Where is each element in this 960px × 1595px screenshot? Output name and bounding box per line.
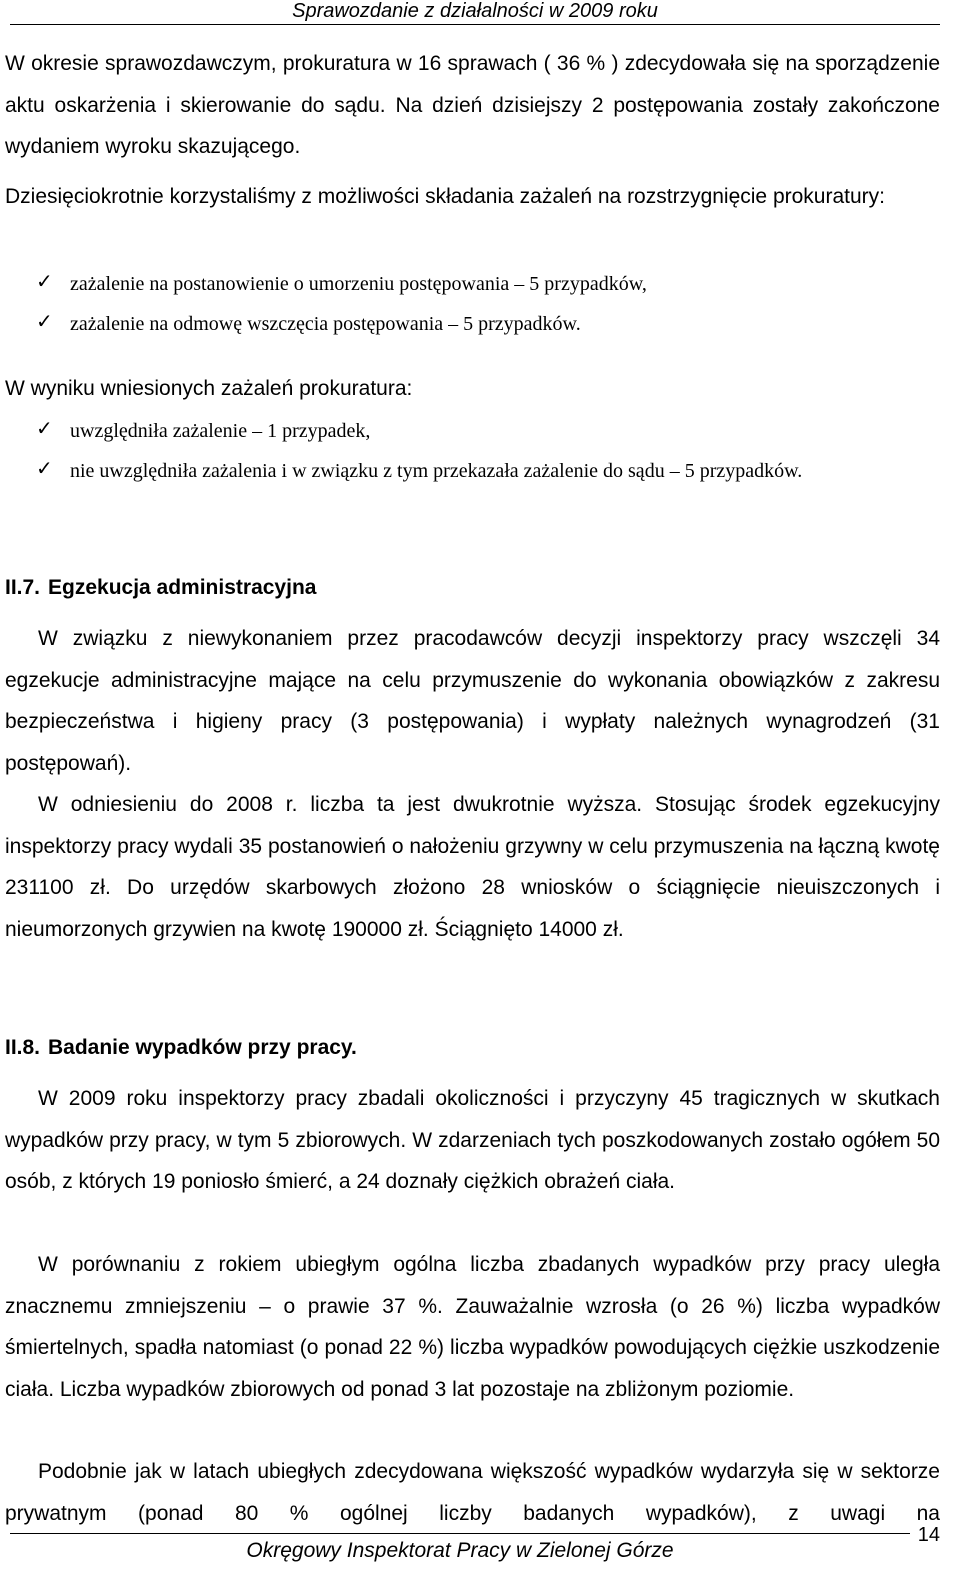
paragraph-complaints-result-intro: W wyniku wniesionych zażaleń prokuratura:: [5, 377, 413, 400]
check-mark-icon: ✓: [36, 418, 53, 440]
check-mark-icon: ✓: [36, 458, 53, 480]
header-title: Sprawozdanie z działalności w 2009 roku: [292, 0, 658, 22]
section-heading: [5, 1033, 357, 1063]
check-mark-icon: ✓: [36, 271, 53, 293]
list-item-text: uwzględniła zażalenie – 1 przypadek,: [70, 420, 371, 442]
section-heading: [5, 573, 316, 603]
paragraph-private-sector: Podobnie jak w latach ubiegłych zdecydowana większość wypadków wydarzyła się w sektorze prywatnym (ponad 80 % ogólnej liczby badanych wypadków), z uwagi na: [5, 1460, 940, 1525]
section-number: II.7.: [5, 576, 41, 599]
list-item-text: zażalenie na odmowę wszczęcia postępowania – 5 przypadków.: [70, 313, 581, 335]
check-mark-icon: ✓: [36, 311, 53, 333]
paragraph-enforcement-proceedings: W związku z niewykonaniem przez pracodawców decyzji inspektorzy pracy wszczęli 34 egzekucje administracyjne mające na celu przymuszenie do wykonania obowiązków z zakresu bezpieczeństwa i higieny pracy (3 postępowania) i wypłaty należnych wynagrodzeń (31 postępowań).: [5, 627, 940, 775]
footer-divider: [10, 1533, 910, 1534]
page-number: 14: [917, 1524, 940, 1546]
section-title: Egzekucja administracyjna: [48, 576, 317, 599]
section-number: II.8.: [5, 1036, 41, 1059]
section-title: Badanie wypadków przy pracy.: [48, 1036, 357, 1059]
paragraph-accident-comparison: W porównaniu z rokiem ubiegłym ogólna liczba zbadanych wypadków przy pracy uległa znacznemu zmniejszeniu – o prawie 37 %. Zauważalnie wzrosła (o 26 %) liczba wypadków śmiertelnych, spadła natomiast (o ponad 22 %) liczba wypadków powodujących ciężkie uszkodzenie ciała. Liczba wypadków zbiorowych od ponad 3 lat pozostaje na zbliżonym poziomie.: [5, 1253, 940, 1401]
paragraph-enforcement-fines: W odniesieniu do 2008 r. liczba ta jest dwukrotnie wyższa. Stosując środek egzekucyjny inspektorzy pracy wydali 35 postanowień o nałożeniu grzywny w celu przymuszenia na łączną kwotę 231100 zł. Do urzędów skarbowych złożono 28 wniosków o ściągnięcie nieuiszczonych i nieumorzonych grzywien na kwotę 190000 zł. Ściągnięto 14000 zł.: [5, 793, 940, 941]
paragraph-complaints-intro: Dziesięciokrotnie korzystaliśmy z możliwości składania zażaleń na rozstrzygnięcie prokuratury:: [5, 185, 885, 208]
page-header: [10, 0, 940, 25]
paragraph-accident-investigations: W 2009 roku inspektorzy pracy zbadali okoliczności i przyczyny 45 tragicznych w skutkach wypadków przy pracy, w tym 5 zbiorowych. W zdarzeniach tych poszkodowanych zostało ogółem 50 osób, z których 19 poniosło śmierć, a 24 doznały ciężkich obrażeń ciała.: [5, 1087, 940, 1193]
footer-organization: Okręgowy Inspektorat Pracy w Zielonej Górze: [246, 1539, 674, 1562]
paragraph-prosecution-indictments: W okresie sprawozdawczym, prokuratura w 16 sprawach ( 36 % ) zdecydowała się na sporządzenie aktu oskarżenia i skierowanie do sądu. Na dzień dzisiejszy 2 postępowania zostały zakończone wydaniem wyroku skazującego.: [5, 52, 940, 158]
page-footer: [10, 1538, 910, 1564]
list-item-text: nie uwzględniła zażalenia i w związku z tym przekazała zażalenie do sądu – 5 przypadków.: [70, 460, 803, 482]
list-item-text: zażalenie na postanowienie o umorzeniu postępowania – 5 przypadków,: [70, 273, 647, 295]
